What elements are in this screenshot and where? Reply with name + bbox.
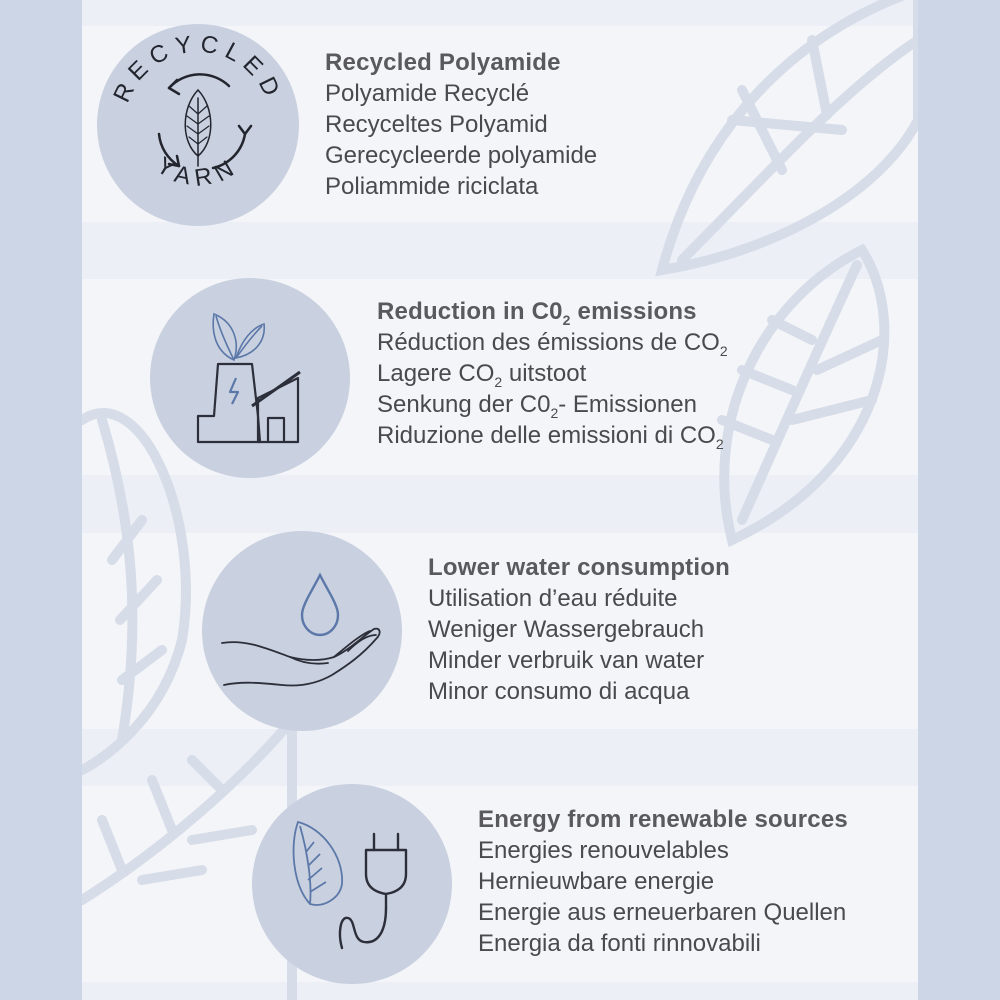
item-1-heading: Recycled Polyamide [325,49,561,76]
item-2-line-it [377,420,728,451]
item-1-line-de: Recyceltes Polyamid [325,111,548,138]
badge-top-text: RECYCLED [108,30,288,107]
item-3-line-nl: Minder verbruik van water [428,647,705,674]
recycled-yarn-icon [97,24,299,226]
item-2-de-sub: 2 [550,405,559,421]
item-2-it-sub: 2 [715,436,724,452]
item-2-text [377,296,728,451]
water-badge [202,531,402,731]
item-2-nl-sub: 2 [494,374,503,390]
factory-leaf-icon [150,278,350,478]
item-2-line-nl [377,358,728,389]
item-3-heading: Lower water consumption [428,554,730,581]
item-3-line-de: Weniger Wassergebrauch [428,616,705,643]
item-2-de-post: - Emissionen [558,391,697,418]
co2-badge [150,278,350,478]
item-3-text [428,552,730,707]
item-3-line-it: Minor consumo di acqua [428,678,690,705]
item-4-line-de: Energie aus erneuerbaren Quellen [478,899,847,926]
item-3-line-fr: Utilisation d’eau réduite [428,585,678,612]
svg-text:RECYCLED [108,30,288,106]
item-2-de-pre: Senkung der C0 [377,391,551,418]
badge-bottom-text: YARN [151,151,245,193]
item-4-heading: Energy from renewable sources [478,806,848,833]
item-2-line-de [377,389,728,420]
recycled-yarn-badge [97,24,299,226]
item-2-line-fr [377,327,728,358]
item-2-heading-post: emissions [570,298,697,325]
leaf-plug-icon [252,784,452,984]
item-1-line-fr: Polyamide Recyclé [325,80,530,107]
item-4-text [478,804,848,959]
item-2-nl-post: uitstoot [502,360,587,387]
energy-badge [252,784,452,984]
item-1-line-nl: Gerecycleerde polyamide [325,142,598,169]
item-2-nl-pre: Lagere CO [377,360,495,387]
item-1-line-it: Poliammide riciclata [325,173,539,200]
item-2-fr-sub: 2 [719,343,728,359]
item-4-line-fr: Energies renouvelables [478,837,729,864]
water-drop-hand-icon [202,531,402,731]
item-4-line-it: Energia da fonti rinnovabili [478,930,761,957]
item-2-heading [377,296,728,327]
item-4-line-nl: Hernieuwbare energie [478,868,715,895]
item-2-heading-sub: 2 [562,312,571,328]
item-2-heading-pre: Reduction in C0 [377,298,563,325]
item-1-text [325,47,597,202]
item-2-it-pre: Riduzione delle emissioni di CO [377,422,716,449]
item-2-fr-pre: Réduction des émissions de CO [377,329,720,356]
